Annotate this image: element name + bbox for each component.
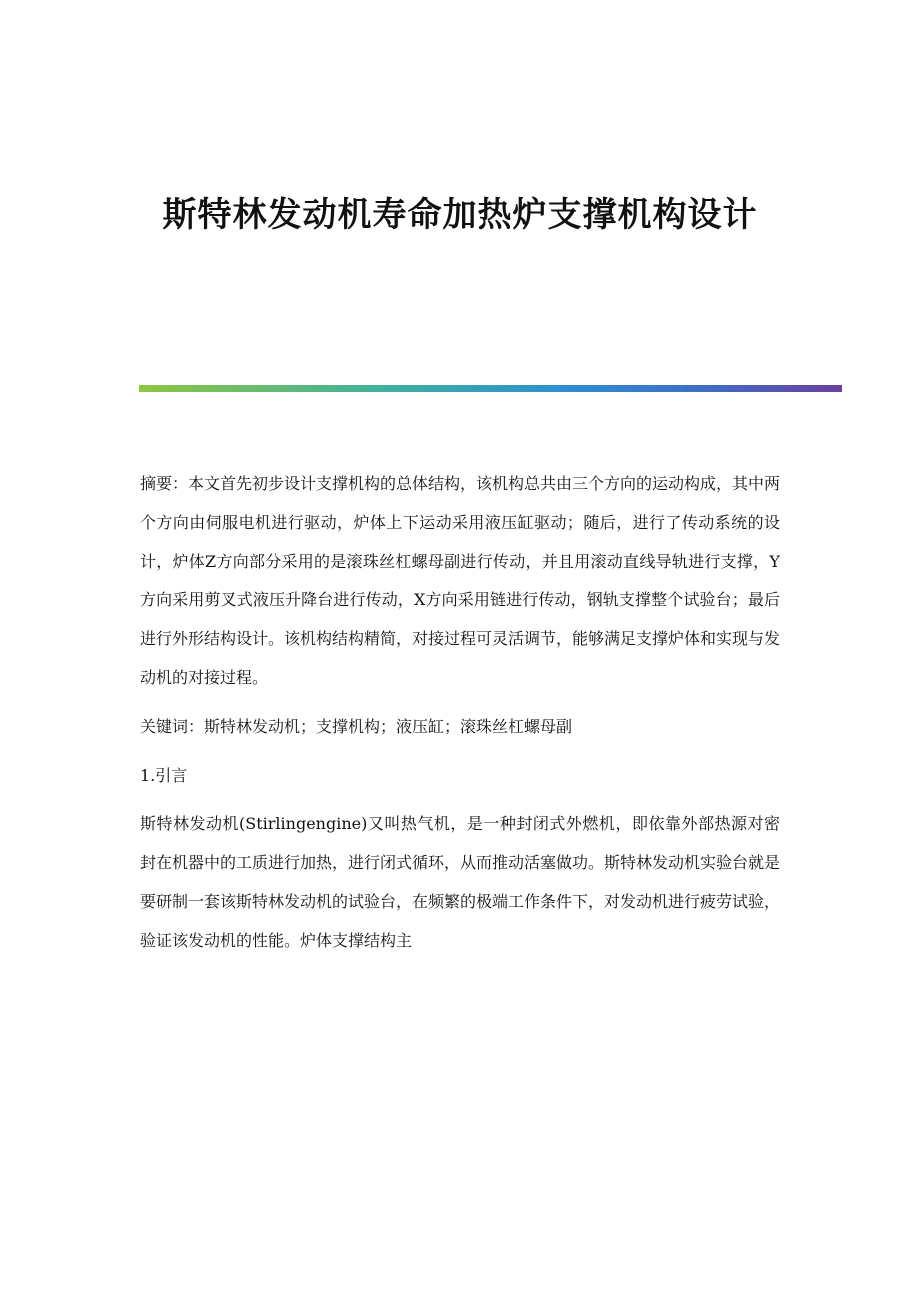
section-heading: 1.引言	[140, 765, 188, 785]
document-body	[140, 465, 780, 971]
abstract-paragraph: 摘要：本文首先初步设计支撑机构的总体结构，该机构总共由三个方向的运动构成，其中两个方向由伺服电机进行驱动，炉体上下运动采用液压缸驱动；随后，进行了传动系统的设计，炉体Z方向部分采用的是滚珠丝杠螺母副进行传动，并且用滚动直线导轨进行支撑，Y方向采用剪叉式液压升降台进行传动，X方向采用链进行传动，钢轨支撑整个试验台；最后进行外形结构设计。该机构结构精简，对接过程可灵活调节，能够满足支撑炉体和实现与发动机的对接过程。	[140, 474, 781, 687]
title-divider-rule	[139, 385, 842, 392]
document-title: 斯特林发动机寿命加热炉支撑机构设计	[162, 195, 758, 235]
keywords-paragraph: 关键词：斯特林发动机；支撑机构；液压缸；滚珠丝杠螺母副	[140, 716, 573, 736]
intro-paragraph: 斯特林发动机(Stirlingengine)又叫热气机，是一种封闭式外燃机，即依靠外部热源对密封在机器中的工质进行加热，进行闭式循环，从而推动活塞做功。斯特林发动机实验台就是要研制一套该斯特林发动机的试验台，在频繁的极端工作条件下，对发动机进行疲劳试验，验证该发动机的性能。炉体支撑结构主	[140, 814, 781, 950]
